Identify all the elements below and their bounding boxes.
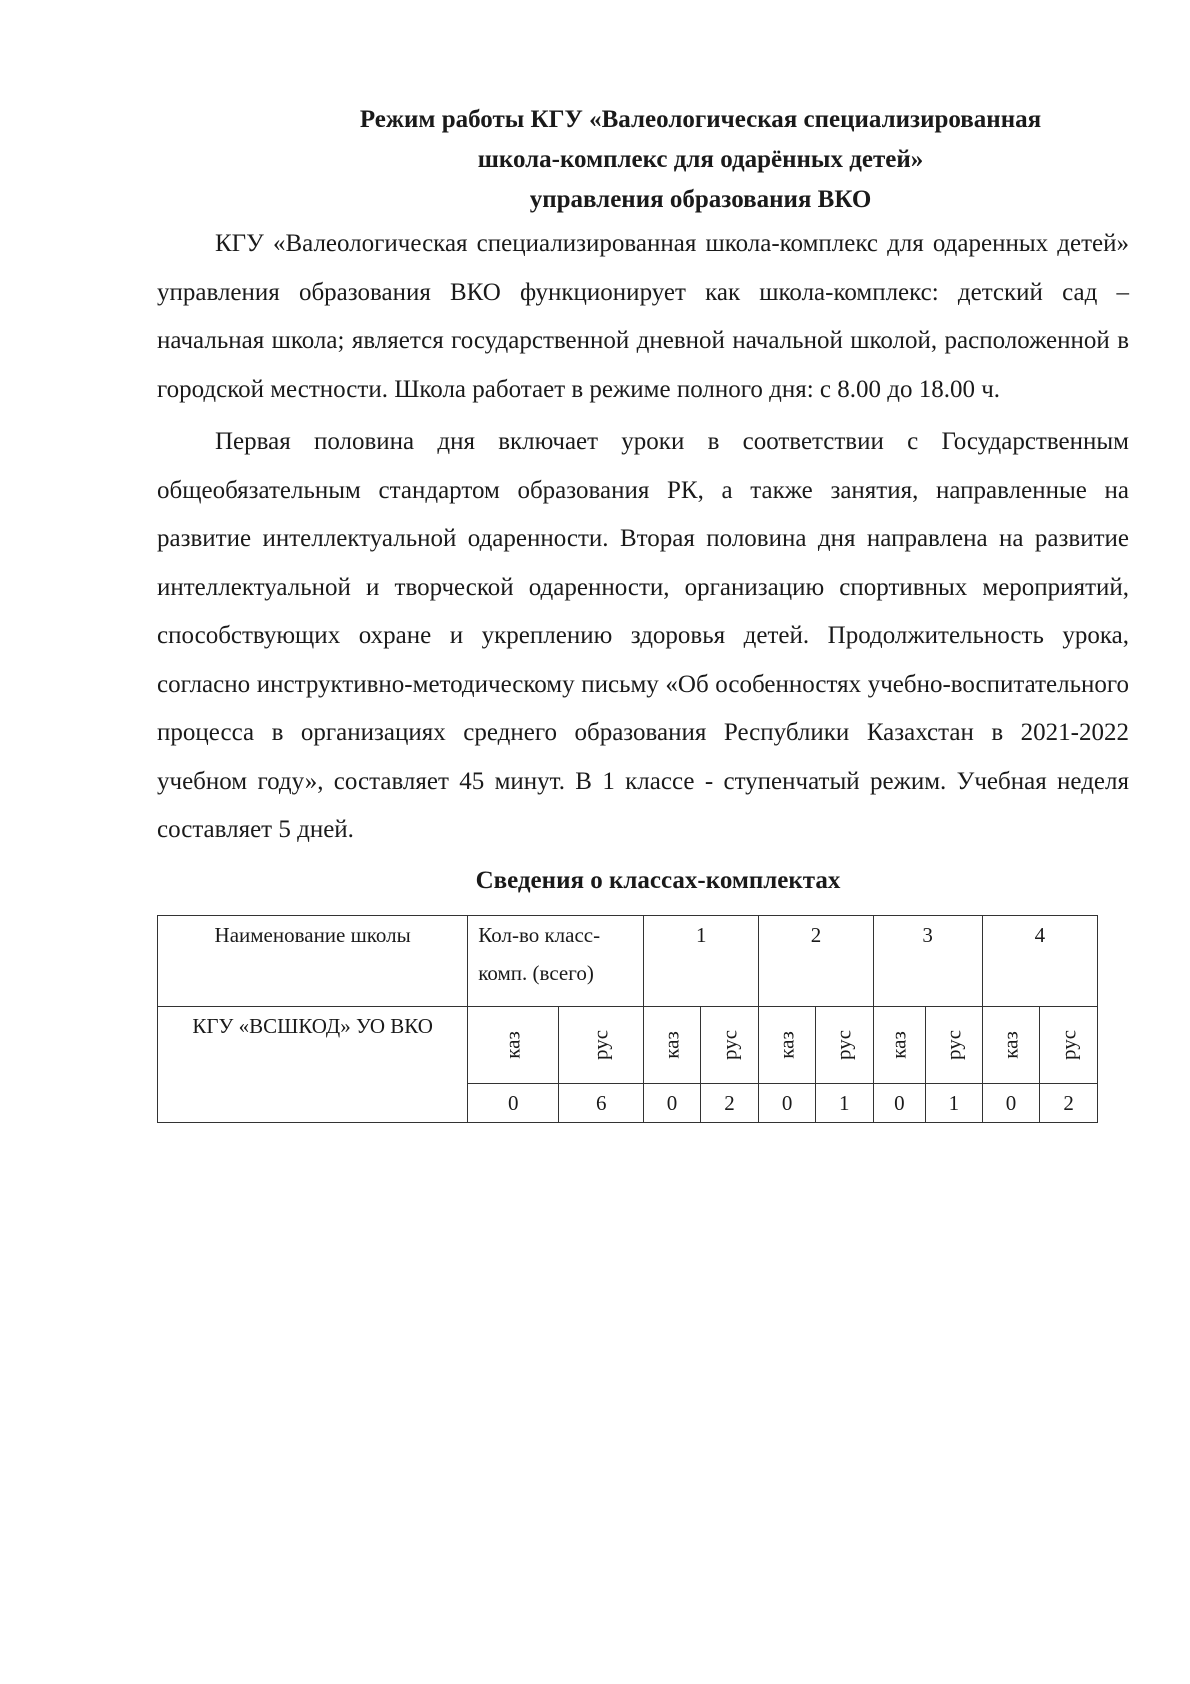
- title-line-3: управления образования ВКО: [529, 186, 872, 213]
- value-cell: 1: [926, 1083, 983, 1122]
- paragraph-schedule: Первая половина дня включает уроки в соответствии с Государственным общеобязательным стандартом образования РК, а также занятия, направленные на развитие интеллектуальной одаренности. Вторая половина дня направлена на развитие интеллектуальной и творческой одаренности, организацию спортивных мероприятий, способствующих охране и укреплению здоровья детей. Продолжительность урока, согласно инструктивно-методическому письму «Об особенностях учебно-воспитательного процесса в организациях среднего образования Республики Казахстан в 2021-2022 учебном году», составляет 45 минут. В 1 классе - ступенчатый режим. Учебная неделя составляет 5 дней.: [157, 428, 1129, 843]
- value-cell: 0: [759, 1083, 816, 1122]
- class-sets-table: [157, 915, 1098, 1123]
- lang-label: рус: [941, 1029, 966, 1060]
- header-grade-1: 1: [644, 915, 759, 1006]
- lang-label: каз: [500, 1030, 525, 1059]
- value-cell: 0: [982, 1083, 1040, 1122]
- value-cell: 0: [644, 1083, 701, 1122]
- value-cell: 0: [468, 1083, 559, 1122]
- section-title: Сведения о классах-комплектах: [475, 866, 841, 894]
- table-header-row: [158, 915, 1098, 1006]
- lang-cell: [559, 1006, 644, 1083]
- lang-cell: [468, 1006, 559, 1083]
- lang-label: рус: [831, 1029, 856, 1060]
- lang-cell: [644, 1006, 701, 1083]
- table-language-row: [158, 1006, 1098, 1083]
- header-grade-4: 4: [982, 915, 1097, 1006]
- lang-label: рус: [1056, 1029, 1081, 1060]
- header-class-count: Кол-во класс-комп. (всего): [468, 915, 644, 1006]
- lang-cell: [926, 1006, 983, 1083]
- lang-cell: [759, 1006, 816, 1083]
- lang-cell: [815, 1006, 873, 1083]
- header-school-name: Наименование школы: [158, 915, 468, 1006]
- value-cell: 1: [815, 1083, 873, 1122]
- paragraph-intro: КГУ «Валеологическая специализированная школа-комплекс для одаренных детей» управления образования ВКО функционирует как школа-комплекс: детский сад – начальная школа; является государственной дневной начальной школой, расположенной в городской местности. Школа работает в режиме полного дня: с 8.00 до 18.00 ч.: [157, 230, 1129, 403]
- lang-label: рус: [717, 1029, 742, 1060]
- lang-label: каз: [659, 1030, 684, 1059]
- value-cell: 2: [700, 1083, 759, 1122]
- document-page: [157, 100, 1129, 1123]
- lang-label: каз: [998, 1030, 1023, 1059]
- lang-cell: [982, 1006, 1040, 1083]
- value-cell: 0: [873, 1083, 926, 1122]
- title-line-1: Режим работы КГУ «Валеологическая специализированная: [359, 106, 1042, 133]
- lang-cell: [1040, 1006, 1098, 1083]
- lang-label: каз: [774, 1030, 799, 1059]
- lang-cell: [700, 1006, 759, 1083]
- header-grade-2: 2: [759, 915, 873, 1006]
- lang-cell: [873, 1006, 926, 1083]
- value-cell: 6: [559, 1083, 644, 1122]
- header-grade-3: 3: [873, 915, 982, 1006]
- document-title: [157, 100, 1129, 220]
- school-name-cell: КГУ «ВСШКОД» УО ВКО: [158, 1006, 468, 1122]
- lang-label: рус: [588, 1029, 613, 1060]
- value-cell: 2: [1040, 1083, 1098, 1122]
- title-line-2: школа-комплекс для одарённых детей»: [477, 146, 924, 173]
- lang-label: каз: [886, 1030, 911, 1059]
